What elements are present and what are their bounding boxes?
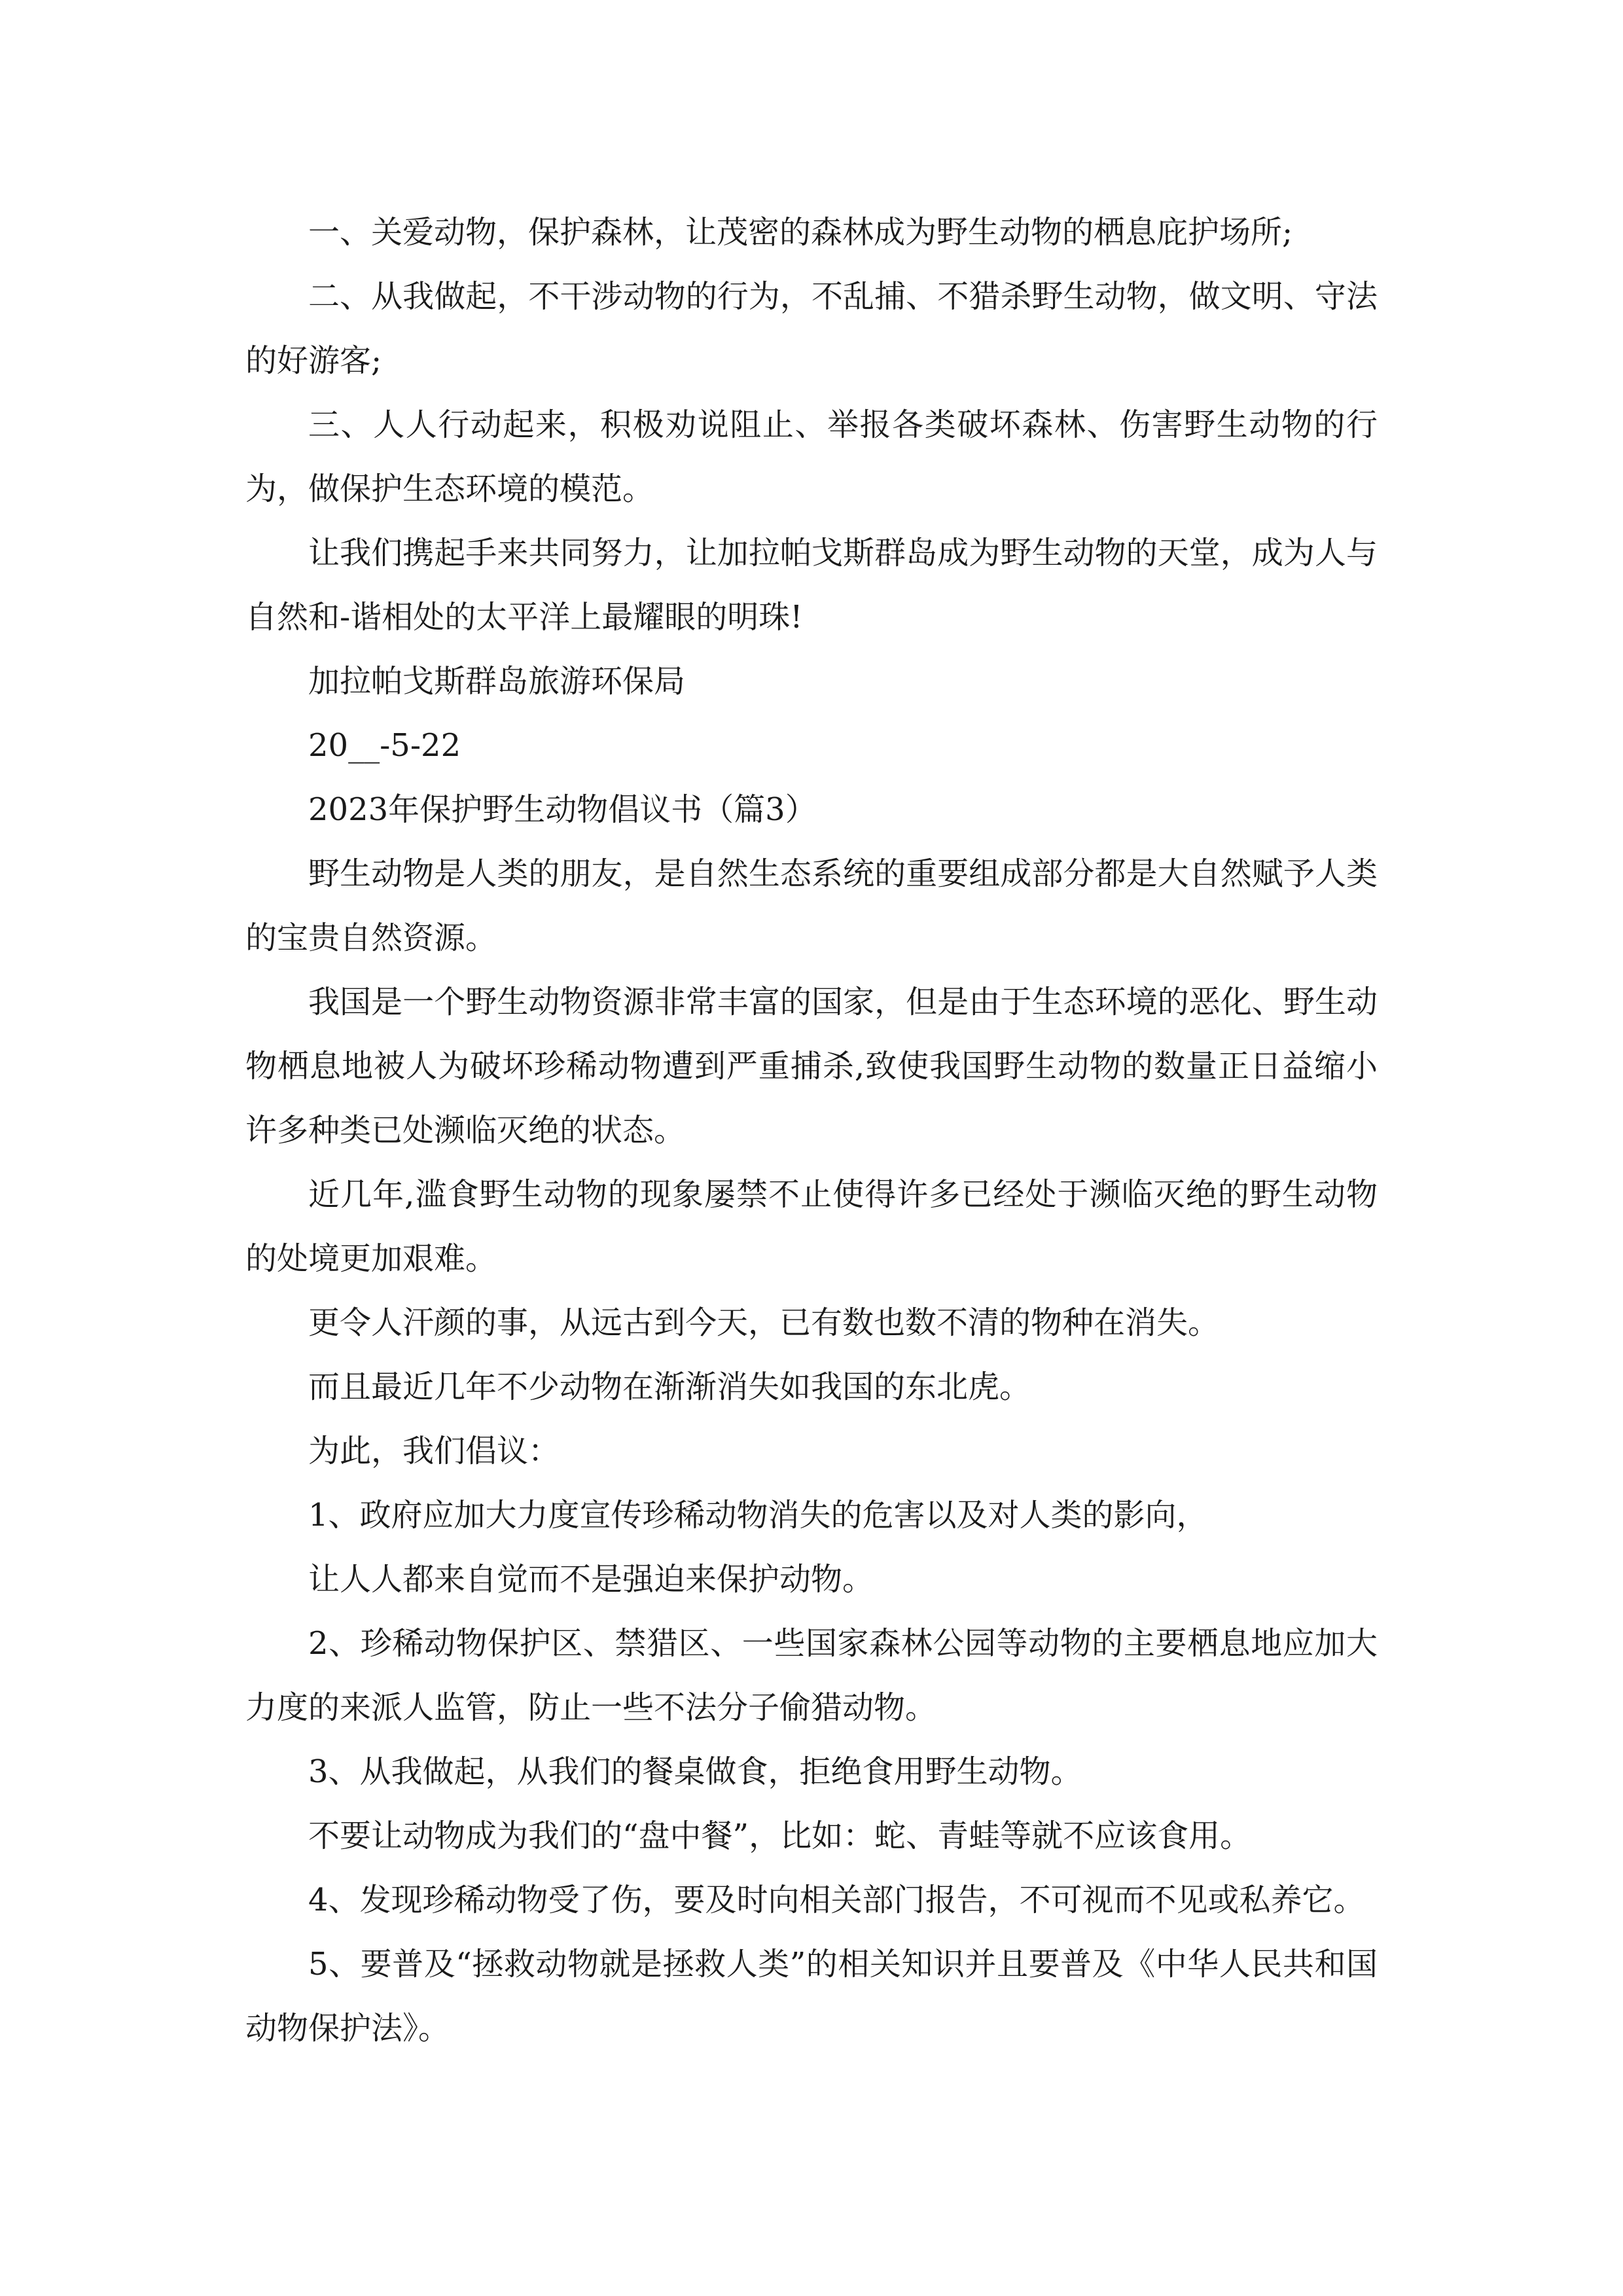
proposal-item-3-cont: 不要让动物成为我们的“盘中餐”，比如：蛇、青蛙等就不应该食用。 — [308, 1818, 1252, 1854]
signature-date: 20__-5-22 — [308, 727, 461, 764]
paragraph-9: 我国是一个野生动物资源非常丰富的国家，但是由于生态环境的恶化、野生动物栖息地被人为破坏珍稀动物遭到严重捕杀,致使我国野生动物的数量正日益缩小许多种类已处濒临灭绝的状态。 — [245, 984, 1378, 1149]
proposal-item-1-cont: 让人人都来自觉而不是强迫来保护动物。 — [308, 1561, 874, 1598]
paragraph-10: 近几年,滥食野生动物的现象屡禁不止使得许多已经处于濒临灭绝的野生动物的处境更加艰难。 — [245, 1176, 1378, 1277]
paragraph-3: 三、人人行动起来，积极劝说阻止、举报各类破坏森林、伤害野生动物的行为，做保护生态环境的模范。 — [245, 406, 1378, 507]
proposal-item-4: 4、发现珍稀动物受了伤，要及时向相关部门报告，不可视而不见或私养它。 — [308, 1882, 1365, 1918]
proposal-item-5: 5、要普及“拯救动物就是拯救人类”的相关知识并且要普及《中华人民共和国动物保护法》。 — [245, 1946, 1378, 2047]
section-title: 2023年保护野生动物倡议书（篇3） — [308, 791, 817, 828]
paragraph-4: 让我们携起手来共同努力，让加拉帕戈斯群岛成为野生动物的天堂，成为人与自然和-谐相处的太平洋上最耀眼的明珠! — [245, 535, 1378, 636]
paragraph-13: 为此，我们倡议： — [308, 1433, 560, 1469]
paragraph-2: 二、从我做起，不干涉动物的行为，不乱捕、不猎杀野生动物，做文明、守法的好游客; — [245, 278, 1378, 379]
paragraph-8: 野生动物是人类的朋友，是自然生态系统的重要组成部分都是大自然赋予人类的宝贵自然资源。 — [245, 855, 1378, 956]
signature-organization: 加拉帕戈斯群岛旅游环保局 — [308, 663, 686, 700]
paragraph-1: 一、关爱动物，保护森林，让茂密的森林成为野生动物的栖息庇护场所; — [308, 214, 1293, 251]
proposal-item-3: 3、从我做起，从我们的餐桌做食，拒绝食用野生动物。 — [308, 1753, 1082, 1790]
paragraph-11: 更令人汗颜的事，从远古到今天，已有数也数不清的物种在消失。 — [308, 1304, 1220, 1341]
proposal-item-1: 1、政府应加大力度宣传珍稀动物消失的危害以及对人类的影向， — [308, 1497, 1208, 1534]
paragraph-12: 而且最近几年不少动物在渐渐消失如我国的东北虎。 — [308, 1369, 1031, 1405]
document-body — [245, 200, 1378, 2060]
proposal-item-2: 2、珍稀动物保护区、禁猎区、一些国家森林公园等动物的主要栖息地应加大力度的来派人监管，防止一些不法分子偷猎动物。 — [245, 1625, 1378, 1726]
